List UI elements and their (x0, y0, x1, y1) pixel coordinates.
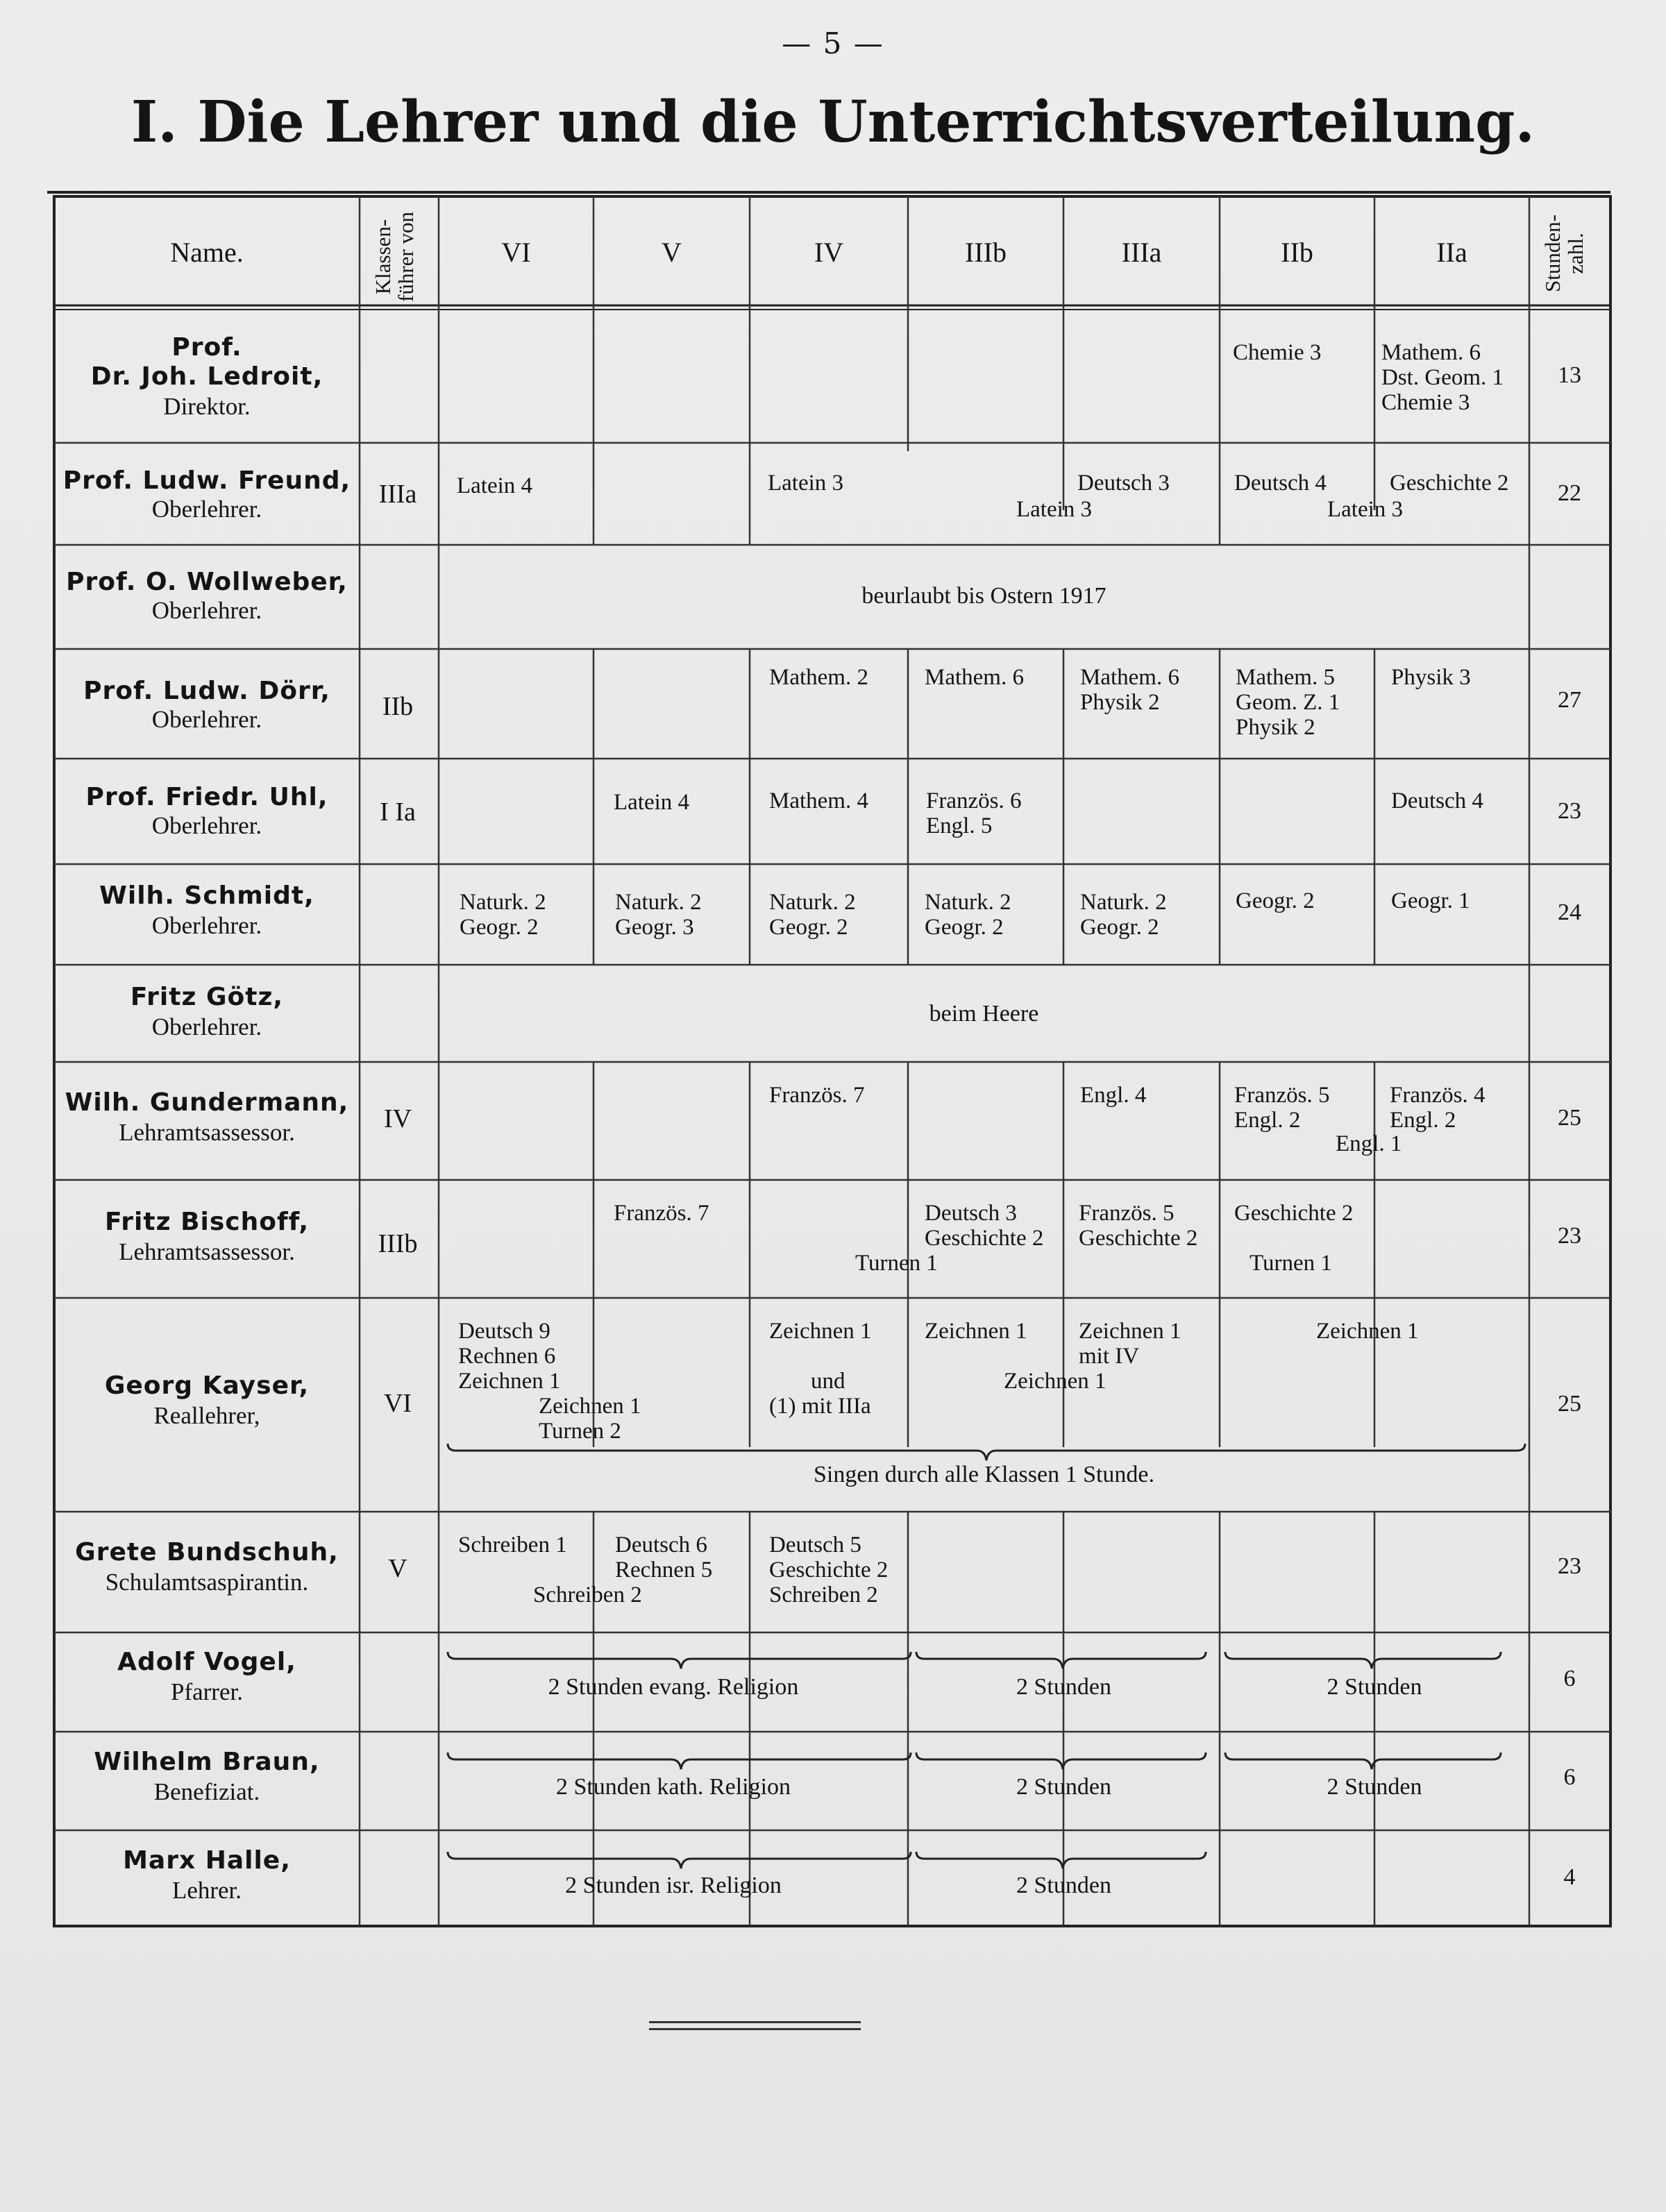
stunden-total: 4 (1563, 1864, 1576, 1890)
cell-r1-iiia: Deutsch 3 (1077, 471, 1170, 496)
teacher-name: Fritz Bischoff, (104, 1208, 310, 1236)
teacher-name: Wilh. Schmidt, (99, 881, 314, 910)
cell-r9-vi: Deutsch 9 Rechnen 6 Zeichnen 1 (458, 1319, 561, 1394)
teacher-title: Oberlehrer. (151, 706, 262, 733)
cell-r11-c: 2 Stunden (1327, 1674, 1422, 1700)
teacher-name: Prof. O. Wollweber, (66, 568, 348, 596)
stunden-total: 23 (1558, 1553, 1581, 1579)
cell-r8-turnen-a: Turnen 1 (855, 1251, 938, 1276)
cell-r12-b: 2 Stunden (1016, 1774, 1111, 1800)
cell-r11-b: 2 Stunden (1016, 1674, 1111, 1700)
cell-r12-c: 2 Stunden (1327, 1774, 1422, 1800)
klassenfuehrer-value: I Ia (380, 797, 416, 827)
cell-r5-iiib: Naturk. 2 Geogr. 2 (925, 890, 1011, 940)
cell-r9-iib: Zeichnen 1 (1316, 1319, 1419, 1344)
header-class-iib: IIb (1281, 237, 1313, 268)
brace-kath-a (448, 1753, 911, 1769)
header-class-iia: IIa (1436, 237, 1467, 268)
stunden-total: 22 (1558, 480, 1581, 506)
header-stunden: Stunden- zahl. (1540, 214, 1588, 292)
cell-r13-b: 2 Stunden (1016, 1873, 1111, 1898)
cell-r1-vi: Latein 4 (457, 473, 533, 498)
header-class-iiib: IIIb (965, 237, 1007, 268)
teacher-name: Grete Bundschuh, (75, 1538, 339, 1567)
stunden-total: 24 (1558, 900, 1581, 925)
cell-r9-iv: Zeichnen 1 (769, 1319, 872, 1344)
cell-r10-v: Deutsch 6 Rechnen 5 (615, 1533, 713, 1582)
cell-r3-iia: Physik 3 (1391, 665, 1471, 690)
stunden-total: 27 (1558, 687, 1581, 713)
cell-r11-evang: 2 Stunden evang. Religion (548, 1674, 799, 1700)
cell-r3-iib: Mathem. 5 Geom. Z. 1 Physik 2 (1236, 665, 1340, 740)
cell-r5-iia: Geogr. 1 (1391, 888, 1470, 913)
cell-r3-iv: Mathem. 2 (769, 665, 868, 690)
klassenfuehrer-value: VI (383, 1389, 412, 1418)
teacher-name: Wilhelm Braun, (94, 1748, 320, 1776)
klassenfuehrer-value: IIb (382, 692, 414, 721)
teacher-title: Reallehrer, (153, 1402, 260, 1429)
teacher-name: Prof. Friedr. Uhl, (85, 783, 328, 811)
cell-r7-iiia: Engl. 4 (1080, 1083, 1147, 1108)
header-class-iiia: IIIa (1121, 237, 1162, 268)
teacher-name: Fritz Götz, (130, 983, 284, 1011)
teacher-name: Prof. Ludw. Dörr, (83, 677, 330, 705)
cell-r9-vi2: Zeichnen 1 Turnen 2 (539, 1394, 641, 1444)
cell-r0-iia: Mathem. 6 Dst. Geom. 1 Chemie 3 (1381, 340, 1504, 415)
cell-r1-iia: Geschichte 2 (1390, 471, 1509, 496)
footer-rule-bottom (649, 2028, 861, 2030)
cell-r1-iv: Latein 3 (768, 471, 844, 496)
header-class-iv: IV (814, 237, 844, 268)
teacher-title: Oberlehrer. (151, 597, 262, 624)
cell-r1-latein-b: Latein 3 (1327, 497, 1404, 522)
cell-r3-iiia: Mathem. 6 Physik 2 (1080, 665, 1179, 715)
brace-isr-b (916, 1852, 1206, 1868)
teacher-title: Schulamtsaspirantin. (105, 1569, 309, 1596)
page-number: — 5 — (782, 26, 884, 60)
teacher-title: Oberlehrer. (151, 496, 262, 523)
braces (448, 1444, 1525, 1868)
cell-r0-iib: Chemie 3 (1233, 340, 1322, 365)
brace-kath-b (916, 1753, 1206, 1769)
brace-isr-a (448, 1852, 911, 1868)
cell-r12-kath: 2 Stunden kath. Religion (555, 1774, 791, 1800)
footer-rule-top (649, 2021, 861, 2023)
cell-r10-iv: Deutsch 5 Geschichte 2 Schreiben 2 (769, 1533, 889, 1607)
cell-r4-iiib: Französ. 6 Engl. 5 (926, 788, 1022, 838)
cell-r8-v: Französ. 7 (614, 1201, 709, 1226)
cell-r4-v: Latein 4 (614, 790, 690, 815)
cell-r9-iv-und: und (811, 1369, 845, 1394)
stunden-total: 23 (1558, 1223, 1581, 1249)
teacher-name: Adolf Vogel, (117, 1648, 296, 1676)
cell-r7-engl: Engl. 1 (1336, 1131, 1402, 1156)
teacher-name: Marx Halle, (123, 1846, 291, 1875)
stunden-total: 6 (1563, 1666, 1576, 1691)
page-title: I. Die Lehrer und die Unterrichtsverteilung. (131, 89, 1535, 155)
header-class-vi: VI (501, 237, 531, 268)
brace-kath-c (1225, 1753, 1501, 1769)
klassenfuehrer-value: IIIa (378, 480, 417, 509)
cell-r7-iv: Französ. 7 (769, 1083, 865, 1108)
teacher-title: Oberlehrer. (151, 1013, 262, 1040)
cell-r6-beim-heere: beim Heere (929, 1001, 1039, 1027)
stunden-total: 13 (1558, 362, 1581, 388)
teacher-title: Lehramtsassessor. (119, 1238, 295, 1265)
cell-r10-vi2: Schreiben 2 (533, 1582, 642, 1607)
teacher-name: Prof. Ludw. Freund, (62, 466, 351, 495)
brace-evang-a (448, 1652, 911, 1669)
cell-r9-zeichnen: Zeichnen 1 (1004, 1369, 1107, 1394)
cell-r9-singen: Singen durch alle Klassen 1 Stunde. (813, 1462, 1155, 1487)
stunden-total: 25 (1558, 1105, 1581, 1131)
cell-r5-v: Naturk. 2 Geogr. 3 (615, 890, 702, 940)
teacher-title: Direktor. (163, 393, 251, 420)
cell-r5-vi: Naturk. 2 Geogr. 2 (460, 890, 546, 940)
klassenfuehrer-value: V (388, 1554, 407, 1583)
header-name: Name. (170, 237, 244, 268)
teacher-name: Wilh. Gundermann, (65, 1088, 349, 1117)
cell-r5-iib: Geogr. 2 (1236, 888, 1315, 913)
teacher-title: Pfarrer. (171, 1678, 243, 1705)
cell-r8-iiia: Französ. 5 Geschichte 2 (1079, 1201, 1198, 1251)
cell-r8-iiib: Deutsch 3 Geschichte 2 (925, 1201, 1044, 1251)
cell-r2-beurlaubt: beurlaubt bis Ostern 1917 (861, 583, 1107, 609)
cell-r3-iiib: Mathem. 6 (925, 665, 1024, 690)
header-klassenfuehrer: Klassen- führer von (371, 212, 418, 302)
cell-r1-latein-a: Latein 3 (1016, 497, 1093, 522)
teacher-title: Lehramtsassessor. (119, 1119, 295, 1146)
klassenfuehrer-value: IIIb (378, 1229, 418, 1258)
cell-r8-iib: Geschichte 2 (1234, 1201, 1354, 1226)
teacher-title: Benefiziat. (153, 1778, 260, 1805)
teacher-title: Oberlehrer. (151, 912, 262, 939)
cell-r4-iia: Deutsch 4 (1391, 788, 1483, 813)
cell-r5-iv: Naturk. 2 Geogr. 2 (769, 890, 856, 940)
cell-r13-isr: 2 Stunden isr. Religion (565, 1873, 782, 1898)
cell-r7-iib: Französ. 5 Engl. 2 (1234, 1083, 1330, 1133)
teacher-name: Prof. (171, 333, 242, 362)
cell-r9-iiib: Zeichnen 1 (925, 1319, 1027, 1344)
teacher-title: Oberlehrer. (151, 812, 262, 839)
cell-r1-iib: Deutsch 4 (1234, 471, 1327, 496)
brace-evang-c (1225, 1652, 1501, 1669)
stunden-total: 25 (1558, 1391, 1581, 1417)
klassenfuehrer-value: IV (383, 1104, 412, 1133)
cell-r9-iiia: Zeichnen 1 mit IV (1079, 1319, 1181, 1369)
header-class-v: V (662, 237, 682, 268)
teacher-title: Lehrer. (171, 1877, 242, 1904)
cell-r4-iv: Mathem. 4 (769, 788, 868, 813)
stunden-total: 6 (1563, 1764, 1576, 1790)
brace-evang-b (916, 1652, 1206, 1669)
brace-singen (448, 1444, 1525, 1460)
cell-r9-iv-mit: (1) mit IIIa (769, 1394, 871, 1419)
teacher-name: Dr. Joh. Ledroit, (90, 362, 323, 391)
stunden-total: 23 (1558, 798, 1581, 824)
cell-r7-iia: Französ. 4 Engl. 2 (1390, 1083, 1486, 1133)
cell-r5-iiia: Naturk. 2 Geogr. 2 (1080, 890, 1167, 940)
teacher-name: Georg Kayser, (104, 1371, 310, 1400)
cell-r8-turnen-b: Turnen 1 (1250, 1251, 1332, 1276)
cell-r10-vi: Schreiben 1 (458, 1533, 567, 1557)
